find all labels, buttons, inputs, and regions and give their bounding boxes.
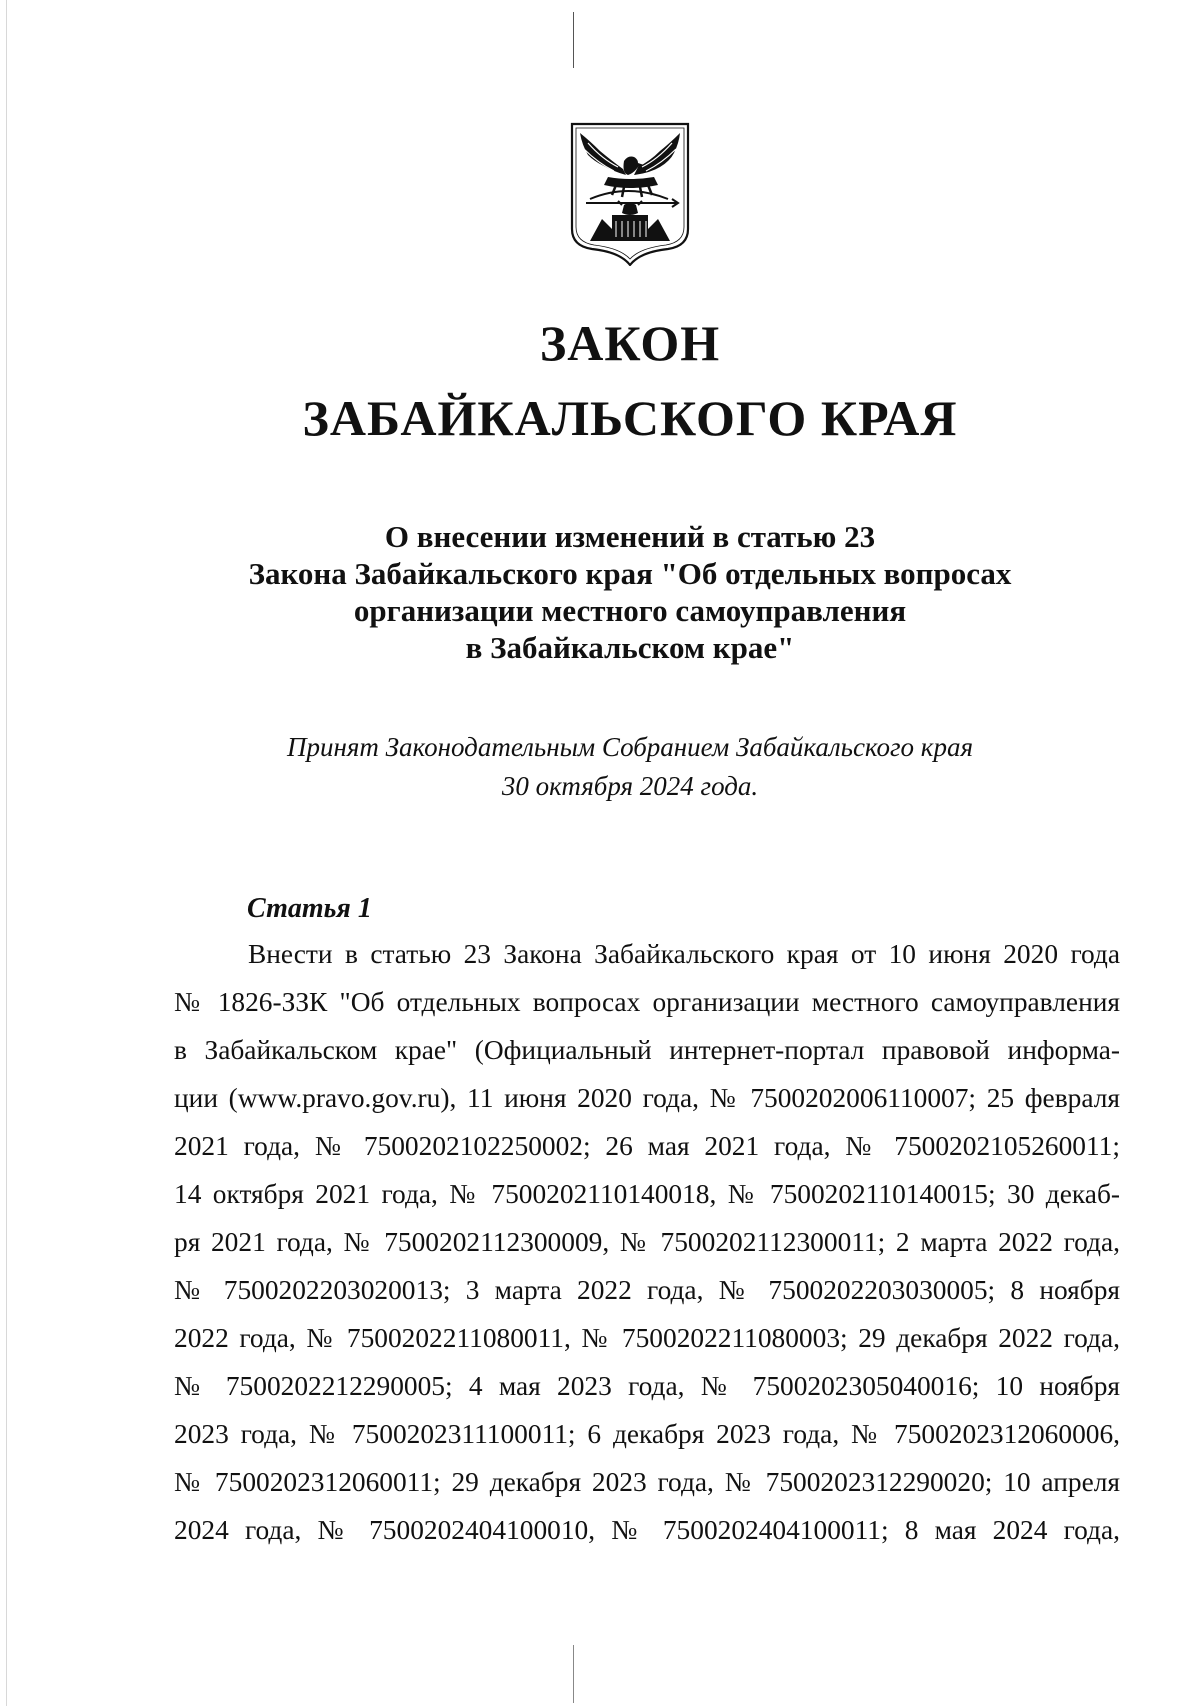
body-line: 2021 года, № 7500202102250002; 26 мая 2021 года, № 7500202105260011; (174, 1131, 1120, 1161)
body-line: 2024 года, № 7500202404100010, № 7500202404100011; 8 мая 2024 года, (174, 1515, 1120, 1545)
coat-of-arms-icon (568, 121, 692, 266)
fold-mark-top (573, 12, 574, 68)
document-title: ЗАКОН (539, 315, 721, 371)
adoption-note (0, 728, 1200, 806)
document-title-region: ЗАБАЙКАЛЬСКОГО КРАЯ (302, 390, 958, 446)
subject-line: О внесении изменений в статью 23 (384, 519, 876, 554)
body-line: № 7500202312060011; 29 декабря 2023 года, № 7500202312290020; 10 апреля (174, 1467, 1120, 1497)
body-line: Внести в статью 23 Закона Забайкальского края от 10 июня 2020 года (248, 939, 1120, 969)
subject-line: Закона Забайкальского края "Об отдельных вопросах (248, 556, 1012, 591)
body-line: № 7500202212290005; 4 мая 2023 года, № 7500202305040016; 10 ноября (174, 1371, 1120, 1401)
body-line: ции (www.pravo.gov.ru), 11 июня 2020 года, № 7500202006110007; 25 февраля (174, 1083, 1120, 1113)
adoption-date: 30 октября 2024 года. (501, 771, 759, 801)
body-line: № 7500202203020013; 3 марта 2022 года, № 7500202203030005; 8 ноября (174, 1275, 1120, 1305)
body-line: 2022 года, № 7500202211080011, № 7500202211080003; 29 декабря 2022 года, (174, 1323, 1120, 1353)
body-line: № 1826-ЗЗК "Об отдельных вопросах организации местного самоуправления (174, 987, 1120, 1017)
fold-mark-bottom (573, 1645, 574, 1703)
body-line: ря 2021 года, № 7500202112300009, № 7500202112300011; 2 марта 2022 года, (174, 1227, 1120, 1257)
body-line: 14 октября 2021 года, № 7500202110140018, № 7500202110140015; 30 декаб- (174, 1179, 1120, 1209)
subject-line: в Забайкальском крае" (465, 630, 795, 665)
article-heading: Статья 1 (247, 893, 372, 924)
body-line: 2023 года, № 7500202311100011; 6 декабря 2023 года, № 7500202312060006, (174, 1419, 1120, 1449)
adoption-line: Принят Законодательным Собранием Забайкальского края (286, 732, 973, 762)
page-edge (6, 0, 7, 1706)
body-line: в Забайкальском крае" (Официальный интернет-портал правовой информа- (174, 1035, 1120, 1065)
subject-line: организации местного самоуправления (353, 593, 907, 628)
law-subject (0, 518, 1200, 666)
